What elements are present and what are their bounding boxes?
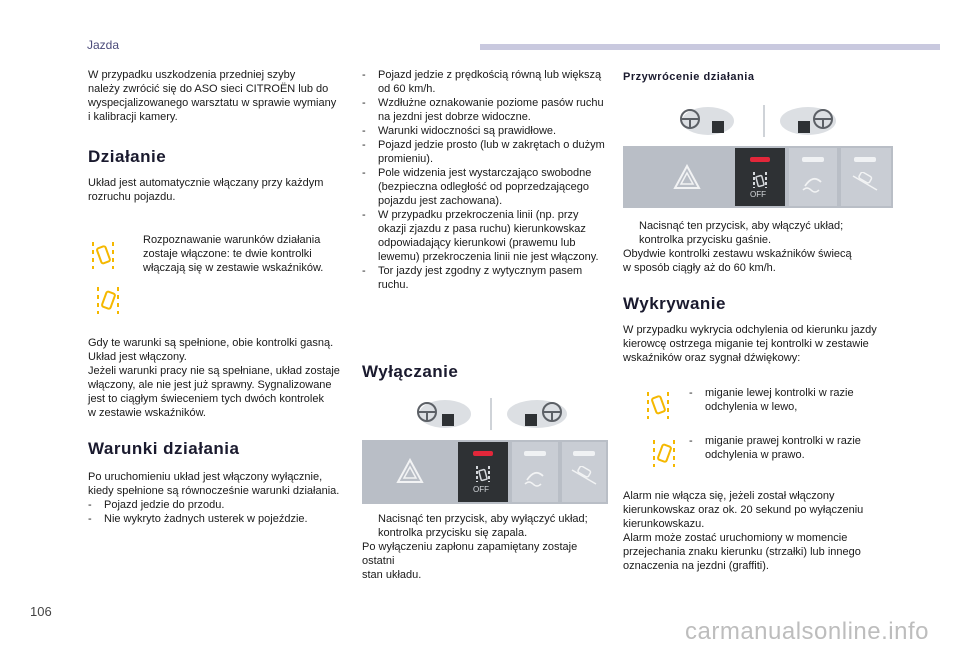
lane-departure-left-icon [90,240,116,270]
header-bar [480,44,940,50]
list-item [362,166,607,208]
esp-button[interactable] [512,442,558,502]
list-marker: - [362,209,366,221]
esp-button[interactable] [789,148,837,206]
list-item [88,498,356,512]
heading-restore: Przywrócenie działania [623,71,755,83]
steering-wheel-illustration-restore [668,103,843,139]
lane-off-icon [751,170,769,190]
list-marker: - [689,435,693,447]
detect-right-text: miganie prawej kontrolki w razie odchylenia w prawo. [705,435,861,461]
list-item-text: W przypadku przekroczenia linii (np. przy okazji zjazdu z pasa ruchu) kierunkowskaz odpowiadający kierunkowi (prawemu lub lewemu) przekroczenia linii nie jest włączony. [378,209,599,263]
list-item-text: Wzdłużne oznakowanie poziome pasów ruchu na jezdni jest dobrze widoczne. [378,97,604,123]
heading-deactivation: Wyłączanie [362,362,459,381]
icon-explanation-text: Rozpoznawanie warunków działania zostaje włączone: te dwie kontrolki włączają się w zestawie wskaźników. [143,234,324,274]
list-item [88,512,356,526]
indicator-light [473,451,493,456]
center-console-panel-restore [623,146,893,208]
list-item [689,386,889,414]
lane-departure-right-icon [651,438,677,468]
operation-text: Układ jest automatycznie włączany przy każdym rozruchu pojazdu. [88,177,324,203]
restore-instruction-text: Nacisnąć ten przycisk, aby włączyć układ; kontrolka przycisku gaśnie. [639,220,844,246]
off-memory-text: Po wyłączeniu zapłonu zapamiętany zostaje ostatni stan układu. [362,541,578,581]
descent-control-button[interactable] [841,148,891,206]
hazard-warning-icon [396,458,424,484]
heading-conditions: Warunki działania [88,439,240,458]
hill-descent-icon [851,172,879,192]
detection-text: W przypadku wykrycia odchylenia od kierunku jazdy kierowcę ostrzega miganie tej kontrolki w zestawie wskaźników oraz sygnał dźwiękowy: [623,324,877,364]
list-item-text: Tor jazdy jest zgodny z wytycznym pasem ruchu. [378,265,583,291]
off-label: OFF [750,190,766,199]
off-instruction-text: Nacisnąć ten przycisk, aby wyłączyć układ; kontrolka przycisku się zapala. [378,513,588,539]
list-marker: - [88,513,92,525]
indicator-light [573,451,595,456]
list-item [362,68,607,96]
list-marker: - [362,265,366,277]
list-marker: - [362,97,366,109]
list-marker: - [362,125,366,137]
list-item-text: Warunki widoczności są prawidłowe. [378,125,557,137]
heading-detection: Wykrywanie [623,294,726,313]
alarm-text: Alarm nie włącza się, jeżeli został włączony kierunkowskaz oraz ok. 20 sekund po wyłączeniu kierunkowskazu. Alarm może zostać uruchomiony w momencie przejechania znaku kierunku (strzałki) lub innego oznaczenia na jezdni (graffiti). [623,490,864,572]
traction-control-icon [523,466,547,488]
lane-departure-left-icon [645,390,671,420]
lane-assist-button[interactable] [735,148,785,206]
list-item-text: Pojazd jedzie do przodu. [104,499,225,511]
off-label: OFF [473,485,489,494]
restore-text: Obydwie kontrolki zestawu wskaźników świecą w sposób ciągły aż do 60 km/h. [623,248,852,274]
traction-control-icon [801,172,825,194]
page-number: 106 [30,604,52,619]
list-item [362,512,608,540]
indicator-light [524,451,546,456]
descent-control-button[interactable] [562,442,606,502]
list-item-text: Pojazd jedzie prosto (lub w zakrętach o dużym promieniu). [378,139,605,165]
list-item-text: Nie wykryto żadnych usterek w pojeździe. [104,513,308,525]
list-marker: - [362,167,366,179]
list-item-text: Pojazd jedzie z prędkością równą lub większą od 60 km/h. [378,69,602,95]
watermark: carmanualsonline.info [685,618,929,645]
list-marker: - [88,499,92,511]
lane-departure-right-icon [95,285,121,315]
lane-off-icon [474,464,492,484]
column-2 [362,68,607,292]
list-item [362,138,607,166]
indicator-light [802,157,824,162]
list-item-text: Pole widzenia jest wystarczająco swobodne (bezpieczna odległość od poprzedzającego pojazdu jest zachowana). [378,167,592,207]
list-marker: - [362,69,366,81]
list-marker: - [362,139,366,151]
column-1 [88,68,353,204]
list-item [623,219,891,247]
center-console-panel [362,440,608,504]
detect-left-text: miganie lewej kontrolki w razie odchylenia w lewo, [705,387,854,413]
indicator-light [750,157,770,162]
intro-text: W przypadku uszkodzenia przedniej szyby należy zwrócić się do ASO sieci CITROËN lub do wyspecjalizowanego warsztatu w sprawie wymiany i kalibracji kamery. [88,69,337,123]
hazard-warning-icon [673,164,701,190]
indicator-light [854,157,876,162]
conditions-text: Po uruchomieniu układ jest włączony wyłącznie, kiedy spełnione są równocześnie warunki działania. [88,471,340,497]
hill-descent-icon [570,466,598,486]
list-marker: - [689,387,693,399]
steering-wheel-illustration [405,396,580,432]
lane-assist-button[interactable] [458,442,508,502]
section-title: Jazda [87,38,120,52]
deactivation-block [362,512,608,582]
bullet-marker [362,512,378,540]
heading-operation: Działanie [88,147,167,166]
list-item [362,96,607,124]
column-1-lower [88,336,356,526]
list-item [362,264,607,292]
list-item [689,434,889,462]
list-item [362,124,607,138]
after-icons-text: Gdy te warunki są spełnione, obie kontrolki gasną. Układ jest włączony. Jeżeli warunki pracy nie są spełniane, układ zostaje włączony, ale nie jest już sprawny. Sygnalizowane jest to ciągłym świeceniem tych dwóch kontrolek w zestawie wskaźników. [88,337,340,419]
bullet-marker [623,219,639,247]
list-item [362,208,607,264]
restore-block [623,219,891,365]
